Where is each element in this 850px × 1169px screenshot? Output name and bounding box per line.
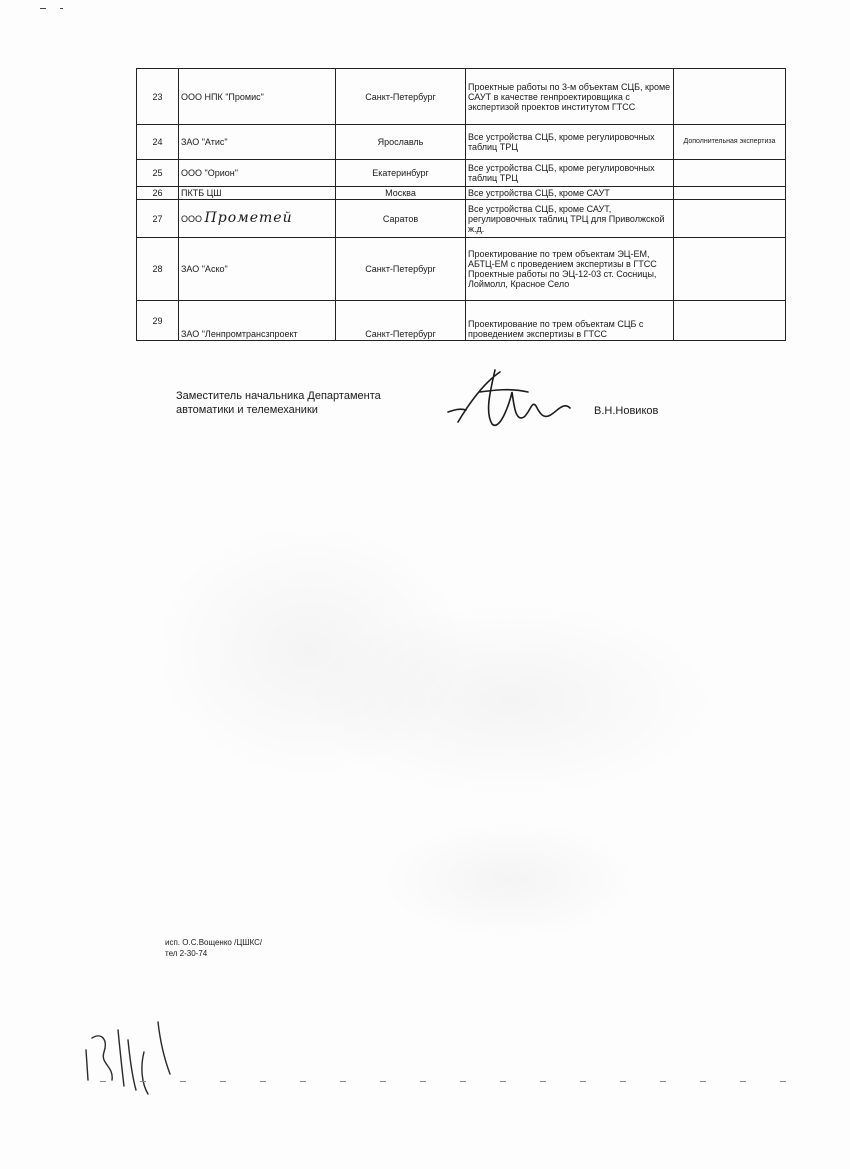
organization-city: Екатеринбург <box>336 160 466 187</box>
row-note <box>674 160 786 187</box>
scan-bleed <box>380 820 640 940</box>
organization-name: ПКТБ ЦШ <box>179 187 336 200</box>
work-scope: Все устройства СЦБ, кроме САУТ <box>466 187 674 200</box>
row-number: 23 <box>137 69 179 125</box>
table-row <box>137 238 786 301</box>
row-number: 24 <box>137 125 179 160</box>
signatory-title <box>176 389 381 417</box>
work-scope: Все устройства СЦБ, кроме регулировочных таблиц ТРЦ <box>466 125 674 160</box>
row-note <box>674 200 786 238</box>
executor-name: исп. О.С.Вощенко /ЦШКС/ <box>165 938 263 947</box>
executor-phone: тел 2-30-74 <box>165 949 208 958</box>
table-row <box>137 301 786 341</box>
organization-city: Санкт-Петербург <box>336 238 466 301</box>
organization-name: ЗАО "Аско" <box>179 238 336 301</box>
organization-prefix: ООО <box>181 214 203 224</box>
organization-name: ООО НПК "Промис" <box>179 69 336 125</box>
handwritten-initials <box>78 1010 188 1110</box>
signatory-title-line: Заместитель начальника Департамента <box>176 390 381 402</box>
organization-city: Санкт-Петербург <box>336 69 466 125</box>
scan-bleed <box>300 600 720 800</box>
row-number: 26 <box>137 187 179 200</box>
row-note <box>674 238 786 301</box>
table-row <box>137 160 786 187</box>
organization-city: Ярославль <box>336 125 466 160</box>
table-row <box>137 187 786 200</box>
row-note <box>674 301 786 341</box>
work-scope: Все устройства СЦБ, кроме САУТ, регулировочных таблиц ТРЦ для Приволжской ж.д. <box>466 200 674 238</box>
organization-city: Москва <box>336 187 466 200</box>
organization-city: Санкт-Петербург <box>336 301 466 341</box>
scan-bleed <box>150 520 470 780</box>
table-row <box>137 125 786 160</box>
organization-name: ЗАО "Ленпромтрансзпроект <box>179 301 336 341</box>
organization-name: ООО "Орион" <box>179 160 336 187</box>
work-scope <box>466 238 674 301</box>
table-row <box>137 69 786 125</box>
table-row <box>137 200 786 238</box>
organization-name: ЗАО "Атис" <box>179 125 336 160</box>
row-note <box>674 69 786 125</box>
handwritten-organization-name: Прометей <box>204 210 293 226</box>
work-scope-part: Проектирование по трем объектам ЭЦ-ЕМ, АБТЦ-ЕМ с проведением экспертизы в ГТСС <box>468 249 657 269</box>
work-scope: Проектирование по трем объектам СЦБ с проведением экспертизы в ГТСС <box>466 301 674 341</box>
work-scope: Все устройства СЦБ, кроме регулировочных таблиц ТРЦ <box>466 160 674 187</box>
scan-mark <box>60 8 63 9</box>
row-number: 27 <box>137 200 179 238</box>
work-scope-part: Проектные работы по ЭЦ-12-03 ст. Сосницы, Лоймолл, Красное Село <box>468 269 657 289</box>
organization-city: Саратов <box>336 200 466 238</box>
row-number: 25 <box>137 160 179 187</box>
row-note <box>674 187 786 200</box>
signatory-title-line: автоматики и телемеханики <box>176 404 318 416</box>
signatory-name: В.Н.Новиков <box>594 405 659 417</box>
row-note: Дополнительная экспертиза <box>674 125 786 160</box>
organizations-table <box>136 68 786 341</box>
executor-info <box>165 937 262 959</box>
work-scope: Проектные работы по 3-м объектам СЦБ, кроме САУТ в качестве генпроектировщика с экспертизой проектов институтом ГТСС <box>466 69 674 125</box>
organization-name <box>179 200 336 238</box>
scan-mark <box>40 8 46 9</box>
handwritten-signature <box>440 362 590 442</box>
row-number: 28 <box>137 238 179 301</box>
scan-edge-line <box>100 1081 790 1082</box>
row-number: 29 <box>137 301 179 341</box>
